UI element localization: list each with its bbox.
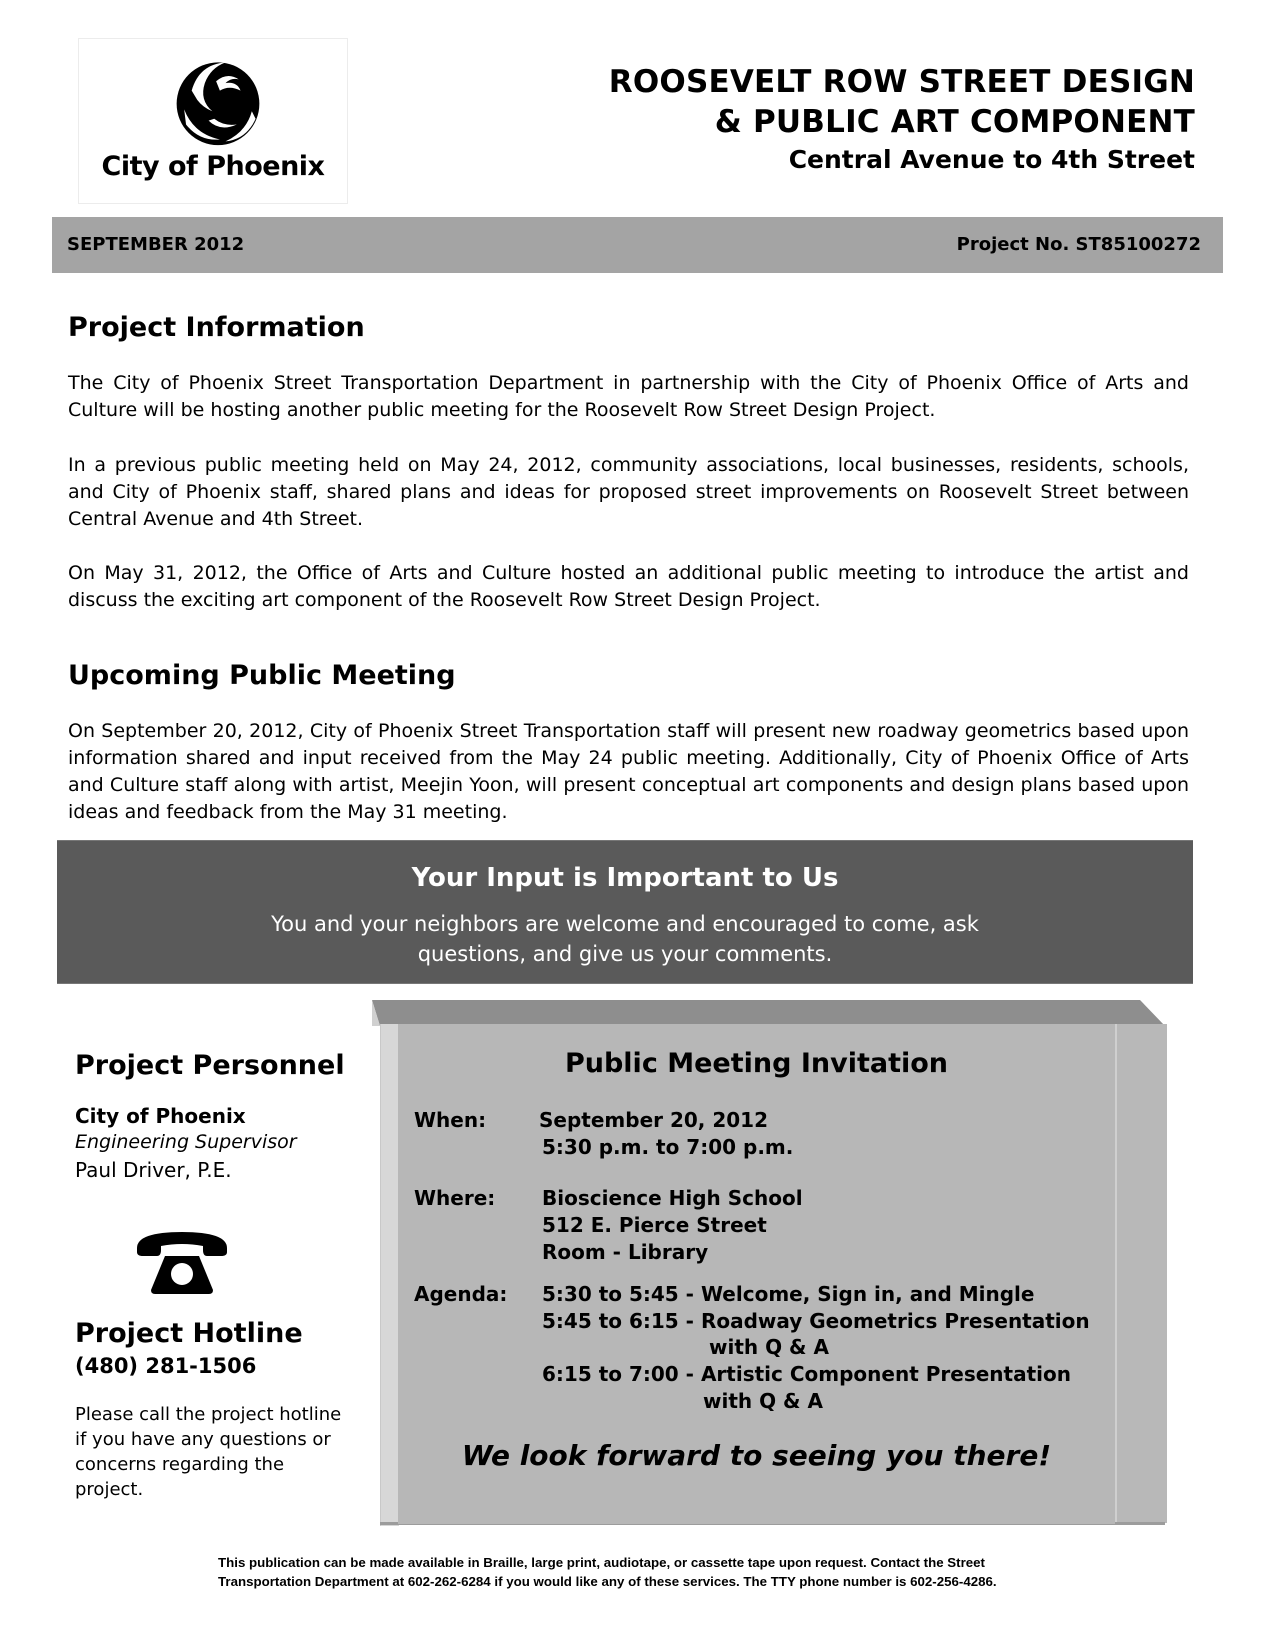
personnel-name: Paul Driver, P.E. — [75, 1158, 232, 1182]
meeting-date: September 20, 2012 — [539, 1108, 769, 1132]
input-banner — [57, 840, 1193, 984]
upcoming-meeting-heading: Upcoming Public Meeting — [68, 660, 456, 691]
agenda-item — [542, 1361, 1071, 1388]
public-meeting-invitation — [398, 1024, 1115, 1524]
invitation-box-left-bevel — [380, 1024, 399, 1526]
title-line-2: & PUBLIC ART COMPONENT — [714, 104, 1195, 140]
accessibility-footer — [218, 1553, 1078, 1591]
title-subtitle: Central Avenue to 4th Street — [788, 145, 1195, 174]
banner-title: Your Input is Important to Us — [411, 863, 839, 893]
banner-line-1: You and your neighbors are welcome and encouraged to come, ask — [271, 912, 979, 936]
telephone-icon — [133, 1230, 231, 1296]
agenda-label: Agenda: — [414, 1282, 508, 1306]
project-number: Project No. ST85100272 — [956, 234, 1201, 255]
project-hotline-heading: Project Hotline — [75, 1318, 303, 1349]
phoenix-bird-icon — [171, 53, 265, 147]
agenda-time: 5:45 to 6:15 - — [542, 1309, 701, 1333]
date-project-bar — [52, 217, 1223, 273]
publication-date: SEPTEMBER 2012 — [67, 234, 245, 255]
invitation-title: Public Meeting Invitation — [564, 1048, 949, 1079]
footer-line-2: Transportation Department at 602-262-6284 if you would like any of these services. The TTY phone number is 602-256-4286. — [218, 1574, 997, 1589]
personnel-role: Engineering Supervisor — [75, 1131, 297, 1153]
hotline-phone-number[interactable]: (480) 281-1506 — [75, 1354, 257, 1378]
document-title — [609, 62, 1195, 178]
meeting-time: 5:30 p.m. to 7:00 p.m. — [542, 1135, 794, 1159]
agenda-description: Welcome, Sign in, and Mingle — [700, 1282, 1035, 1306]
agenda-time: 5:30 to 5:45 - — [542, 1282, 694, 1306]
footer-line-1: This publication can be made available in Braille, large print, audiotape, or cassette tape upon request. Contact the Street — [218, 1555, 985, 1570]
venue-name: Bioscience High School — [542, 1186, 803, 1210]
banner-text — [57, 909, 1193, 969]
venue-room: Room - Library — [542, 1240, 709, 1264]
project-info-paragraph-1: The City of Phoenix Street Transportation Department in partnership with the City of Phoenix Office of Arts and Culture will be hosting another public meeting for the Roosevelt Row Street Design Project. — [68, 372, 1189, 421]
upcoming-meeting-paragraph: On September 20, 2012, City of Phoenix Street Transportation staff will present new roadway geometrics based upon information shared and input received from the May 24 public meeting. Additionally, City of Phoenix Office of Arts and Culture staff along with artist, Meejin Yoon, will present conceptual art components and design plans based upon ideas and feedback from the May 31 meeting. — [68, 720, 1189, 823]
where-label: Where: — [414, 1186, 496, 1210]
invitation-box-right-bevel — [1115, 1024, 1167, 1523]
project-information-heading: Project Information — [68, 312, 365, 343]
when-label: When: — [414, 1108, 487, 1132]
venue-address: 512 E. Pierce Street — [542, 1213, 767, 1237]
invitation-box-top-bevel — [372, 1000, 1165, 1026]
closing-message: We look forward to seeing you there! — [461, 1439, 1052, 1472]
project-info-paragraph-2: In a previous public meeting held on May 24, 2012, community associations, local businesses, residents, schools, and City of Phoenix staff, shared plans and ideas for proposed street improvements on Roosevelt Street between Central Avenue and 4th Street. — [68, 454, 1189, 530]
agenda-description: Roadway Geometrics Presentation — [700, 1309, 1090, 1333]
agenda-sub-note: with Q & A — [709, 1335, 829, 1359]
title-line-1: ROOSEVELT ROW STREET DESIGN — [608, 64, 1195, 100]
logo-text: City of Phoenix — [101, 151, 325, 182]
agenda-sub-note: with Q & A — [703, 1389, 823, 1413]
agenda-item — [542, 1308, 1090, 1335]
personnel-organization: City of Phoenix — [75, 1104, 246, 1128]
project-info-paragraph-3: On May 31, 2012, the Office of Arts and Culture hosted an additional public meeting to introduce the artist and discuss the exciting art component of the Roosevelt Row Street Design Project. — [68, 562, 1189, 611]
hotline-description: Please call the project hotline if you have any questions or concerns regarding the project. — [75, 1404, 342, 1500]
agenda-item — [542, 1281, 1034, 1308]
agenda-description: Artistic Component Presentation — [700, 1362, 1071, 1386]
agenda-time: 6:15 to 7:00 - — [542, 1362, 694, 1386]
project-personnel-heading: Project Personnel — [75, 1050, 345, 1081]
city-of-phoenix-logo — [78, 38, 348, 204]
banner-line-2: questions, and give us your comments. — [417, 942, 833, 966]
